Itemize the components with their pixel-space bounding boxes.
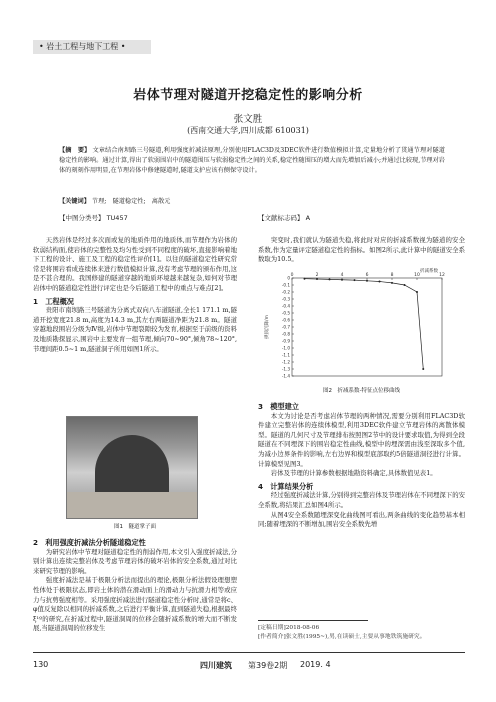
paragraph-4: 经过强度折减法计算,分别得到完整岩体及节理岩体在不同埋深下的安全系数,将结果汇总如图4所示。 — [258, 491, 465, 509]
y-tick-label: 0 — [287, 275, 290, 281]
abstract-label: 【摘 要】 — [59, 147, 91, 154]
tunnel-face-photo — [66, 416, 198, 519]
footer-rule — [33, 652, 465, 653]
right-column-top — [258, 236, 465, 265]
data-point — [379, 281, 381, 283]
y-tick-label: -1.4 — [281, 373, 290, 379]
section-tag — [33, 40, 151, 54]
y-tick-label: -0.6 — [281, 317, 290, 323]
x-tick-label: 2 — [315, 273, 319, 278]
y-tick-label: -0.2 — [281, 289, 290, 295]
y-tick-label: -1.1 — [281, 352, 290, 358]
article-title: 岩体节理对隧道开挖稳定性的影响分析 — [133, 88, 363, 103]
x-tick-label: 8 — [390, 273, 394, 278]
data-point — [416, 291, 418, 293]
right-column-bottom — [258, 402, 465, 530]
data-point — [329, 278, 331, 280]
keywords-text: 节理; 隧道稳定性; 离散元 — [91, 198, 171, 205]
data-point — [304, 278, 306, 280]
keywords-label: 【关键词】 — [59, 198, 90, 205]
abstract-text: 文章结合南坝路三号隧道,利用强度折减法原理,分别使用FLAC3D及3DEC软件进行数值模拟计算,定量地分析了贯通节理对隧道稳定性的影响。通过计算,得出了软弱围岩中的隧道围压与软弱稳定性之间的关系,稳定性随围压的增大而先增加后减小;并通过比较现,节理对岩体的刻刻作用明显,在节理岩体中修建隧道时,隧道支护应该有侧保守设计。 — [59, 147, 445, 174]
series-line — [305, 279, 424, 369]
section-tag-label: 岩土工程与地下工程 — [46, 42, 119, 51]
bullet-icon: • — [39, 42, 47, 51]
x-tick-label: 12 — [439, 273, 445, 278]
journal-year: 2019. 4 — [300, 660, 331, 669]
y-tick-label: -0.9 — [281, 338, 290, 344]
chart-marks — [304, 278, 425, 370]
left-column-top — [33, 236, 237, 354]
figure-1-caption: 图1 隧道掌子面 — [114, 524, 156, 530]
notes-divider — [258, 620, 368, 621]
paragraph-2b: 强度折减法是基于极限分析法而提出的理论,极限分析法假设理想塑性体处于极限状态,即岩土体的潜在滑动面上的滑动力与抗滑力相等或应力与抗剪强度相等。采用强度折减法进行隧道稳定性分析时,通常是将c、φ值反复除以相同的折减系数,之后进行平衡计算,直到隧道失稳,根据最终ξ¹º的研究,在折减过程中,隧道洞周的位移会随折减系数的增大而不断发展,当隧道洞周的位移发生 — [33, 576, 237, 633]
footnotes — [258, 624, 465, 642]
paragraph-top: 突变时,我们就认为隧道失稳,将此时对应的折减系数视为隧道的安全系数,作为定量评定隧道稳定性的指标。如图2所示,此计算中的隧道安全系数取为10.5。 — [258, 236, 465, 264]
figure-2-caption: 图2 折减系数-特征点位移曲线 — [323, 388, 400, 394]
heading-4: 4 计算结果分析 — [258, 481, 314, 491]
settlement-chart — [262, 266, 458, 384]
class-number: 【中图分类号】 TU457 — [59, 214, 128, 222]
y-axis-label: 拱顶沉降/m — [265, 315, 270, 339]
note-author: [作者简介]张文胜(1995~),男,在读硕士,主要从事地铁筑施研究。 — [258, 634, 426, 640]
author-name: 张文胜 — [233, 114, 263, 125]
tunnel-ground — [67, 492, 197, 518]
affiliation: (西南交通大学,四川成都 610031) — [187, 126, 309, 135]
x-tick-label: 4 — [340, 273, 344, 278]
y-tick-label: -0.8 — [281, 331, 290, 337]
paragraph-1: 贵阳市南坝路三号隧道为分离式双向八车道隧道,全长1 171.1 m,隧道开挖宽度21.8 m,高度为14.3 m,其左右两隧道净距为21.8 m。隧道穿越地段围岩分级为Ⅳ级,岩体中节理裂隙较为发育,根据至于前级的资料及地质勘探显示,围岩中主要发育一组节理,倾向70~90°,倾角78~120°,节理间距0.5~1 m,隧道洞子所用如图1所示。 — [33, 306, 237, 353]
y-tick-label: -0.3 — [281, 296, 290, 302]
x-tick-label: 0 — [290, 273, 294, 278]
doc-code: 【文献标志码】 A — [258, 214, 311, 222]
paragraph-3: 本文为讨论是否考虑岩体节理的两种情况,需要分别利用FLAC3D软件建立完整岩体的连续体模型,利用3DEC软件建立节理岩体的离散体模型。隧道的几何尺寸及节理排布按照图2节中的设计要求取值,为得到全段隧道在不同埋深下的围岩稳定性曲线,模型中的埋深需由浅至深取多个值,为减小边界条件的影响,左右边界和模型底部取约5倍隧道洞径进行计算。计算模型见图3。 — [258, 411, 465, 468]
paragraph-2a: 为研究岩体中节理对隧道稳定性的削弱作用,本文引入强度折减法,分别计算出连续完整岩体及考虑节理岩体的破坏岩体的安全系数,通过对比来研究节理的影响。 — [33, 547, 237, 575]
bullet-icon: • — [118, 42, 126, 51]
heading-2: 2 利用强度折减法分析隧道稳定性 — [33, 538, 146, 547]
data-point — [366, 280, 368, 282]
heading-3: 3 模型建立 — [258, 402, 299, 411]
data-point — [341, 279, 343, 281]
x-tick-label: 10 — [414, 273, 420, 278]
y-tick-label: -1.0 — [281, 345, 290, 351]
data-point — [404, 284, 406, 286]
y-tick-label: -1.3 — [281, 366, 290, 372]
journal-name: 四川建筑 — [200, 661, 232, 670]
y-tick-label: -0.5 — [281, 310, 290, 316]
y-tick-label: -1.2 — [281, 359, 290, 365]
y-tick-label: -0.7 — [281, 324, 290, 330]
note-date: [定稿日期]2018-08-06 — [258, 625, 320, 631]
intro-paragraph: 天然岩体是经过多次面或复的地质件用的地质体,而节理作为岩体的软弱结构面,使岩体的完整性及均匀性受到不同程度的破坏,直接影响着地下工程的设计、施工及工程的稳定性评价[1]。以往的隧道稳定性研究常常是将围岩看成连续体来进行数值模拟计算,没有考虑节理的颁布作用,这是不甚合理的。我国修建的隧道穿越的地质环境越来越复杂,如何对节理岩体中的隧道稳定性进行评定也是今后隧道工程中的重点与难点[2]。 — [33, 236, 237, 292]
abstract — [59, 146, 445, 176]
x-tick-label: 6 — [365, 273, 369, 278]
paragraph-3b: 岩体及节理的计算参数根据地勘资料确定,具体数值见表1。 — [270, 469, 437, 478]
data-point — [422, 368, 424, 370]
keywords — [59, 197, 445, 207]
data-point — [316, 278, 318, 280]
data-point — [391, 282, 393, 284]
paragraph-4b: 从图4安全系数随埋深变化曲线图可看出,两条曲线的变化趋势基本相同;随着埋深的不断增加,围岩安全系数先增 — [258, 510, 465, 529]
left-column-bottom — [33, 538, 237, 634]
y-tick-label: -0.4 — [281, 303, 290, 309]
heading-1: 1 工程概况 — [33, 296, 74, 306]
y-tick-label: -0.1 — [281, 282, 290, 288]
data-point — [354, 279, 356, 281]
legend-label: 折减系数 — [420, 269, 438, 274]
page-number: 130 — [33, 660, 49, 669]
chart-axes — [263, 267, 445, 379]
journal-issue: 第39卷2期 — [248, 661, 288, 670]
